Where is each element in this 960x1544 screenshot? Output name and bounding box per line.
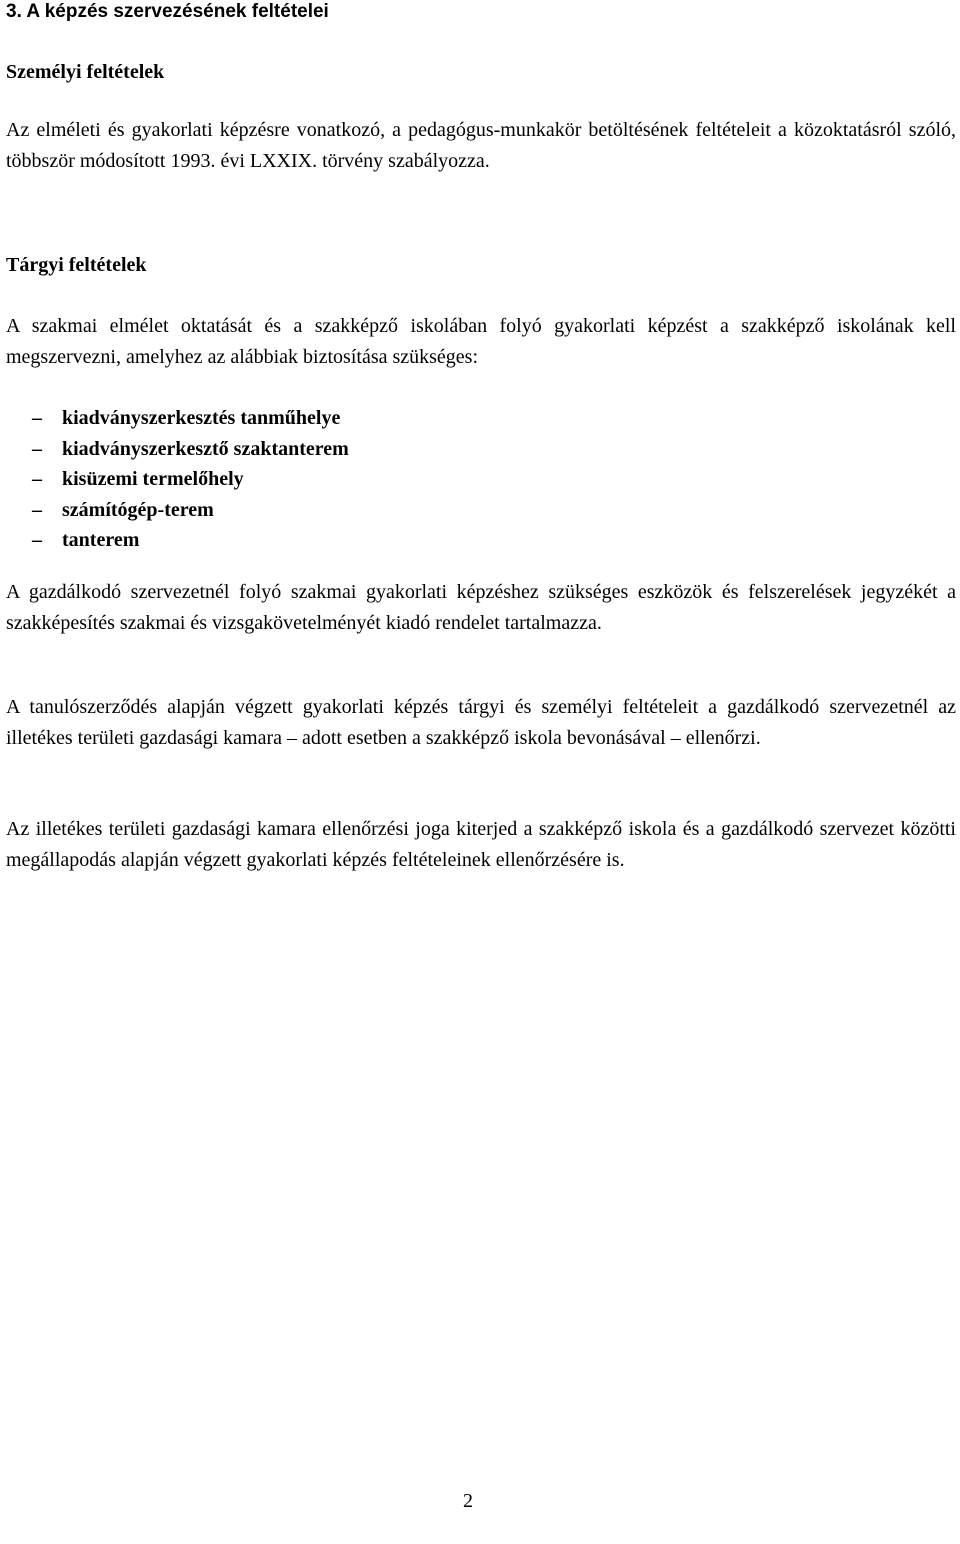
list-item	[32, 464, 349, 495]
dash-bullet: –	[32, 468, 42, 491]
list-item	[32, 403, 349, 434]
dash-bullet: –	[32, 407, 42, 429]
personal-paragraph: Az elméleti és gyakorlati képzésre vonatkozó, a pedagógus-munkakör betöltésének feltételeit a közoktatásról szóló, többször módosított 1993. évi LXXIX. törvény szabályozza.	[6, 119, 956, 172]
list-item-label: kiadványszerkesztés tanműhelye	[62, 407, 341, 429]
list-item	[32, 525, 349, 556]
dash-bullet: –	[32, 437, 42, 460]
requirements-list	[32, 403, 349, 556]
list-item-label: kisüzemi termelőhely	[62, 468, 244, 491]
list-item-label: kiadványszerkesztő szaktanterem	[62, 437, 349, 460]
material-heading: Tárgyi feltételek	[6, 254, 147, 276]
page-number: 2	[463, 1490, 473, 1512]
list-item-label: tanterem	[62, 529, 140, 552]
list-item	[32, 495, 349, 526]
dash-bullet: –	[32, 529, 42, 552]
material-intro-paragraph: A szakmai elmélet oktatását és a szakképző iskolában folyó gyakorlati képzést a szakképző iskolának kell megszervezni, amelyhez az alábbiak biztosítása szükséges:	[6, 315, 956, 368]
personal-heading: Személyi feltételek	[6, 61, 165, 83]
section-title: 3. A képzés szervezésének feltételei	[6, 1, 329, 22]
list-item	[32, 434, 349, 465]
equipment-paragraph: A gazdálkodó szervezetnél folyó szakmai gyakorlati képzéshez szükséges eszközök és felszerelések jegyzékét a szakképesítés szakmai és vizsgakövetelményét kiadó rendelet tartalmazza.	[6, 581, 956, 634]
dash-bullet: –	[32, 498, 42, 521]
chamber-paragraph: Az illetékes területi gazdasági kamara ellenőrzési joga kiterjed a szakképző iskola és a gazdálkodó szervezet közötti megállapodás alapján végzett gyakorlati képzés feltételeinek ellenőrzésére is.	[6, 818, 956, 871]
list-item-label: számítógép-terem	[62, 498, 214, 521]
contract-paragraph: A tanulószerződés alapján végzett gyakorlati képzés tárgyi és személyi feltételeit a gazdálkodó szervezetnél az illetékes területi gazdasági kamara – adott esetben a szakképző iskola bevonásával – ellenőrzi.	[6, 696, 956, 749]
